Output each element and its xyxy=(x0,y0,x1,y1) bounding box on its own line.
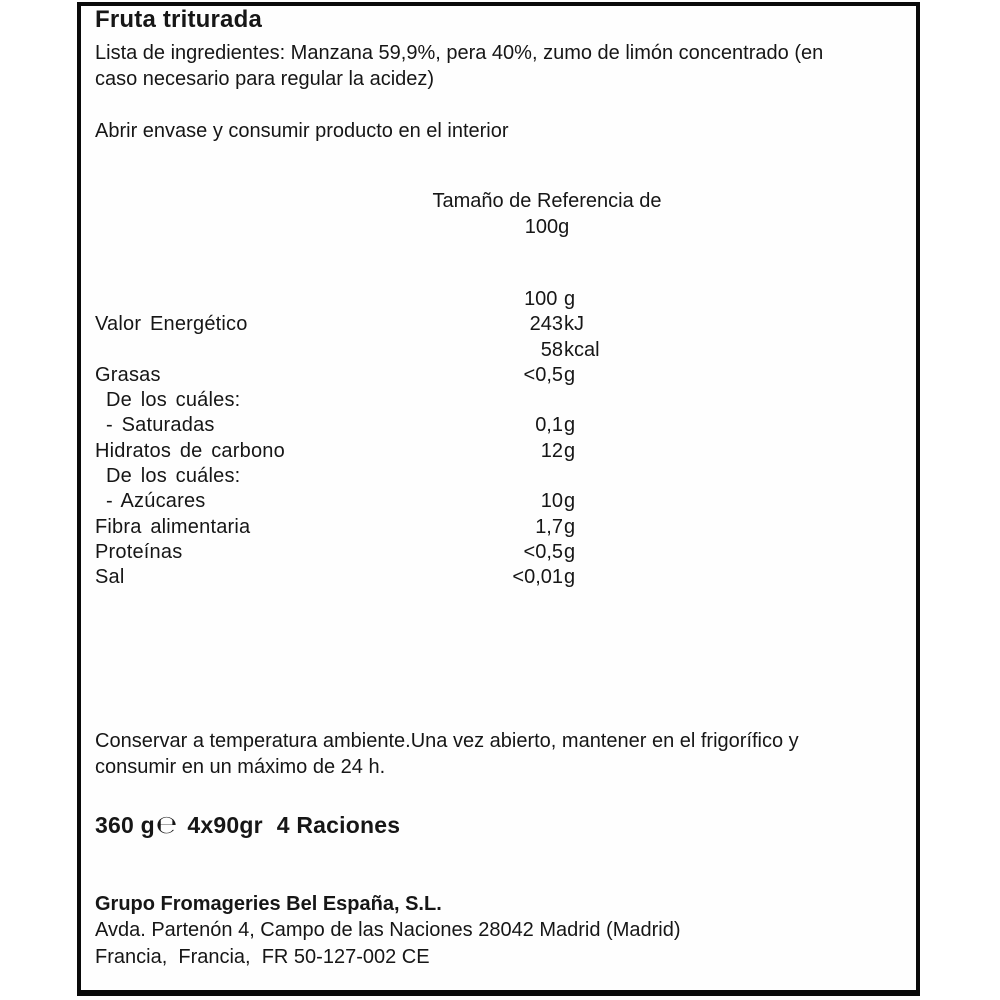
row-unit: g xyxy=(564,288,576,310)
net-weight-value: 360 g xyxy=(95,811,155,838)
row-value: 243 xyxy=(529,313,563,336)
company-name: Grupo Fromageries Bel España, S.L. xyxy=(95,892,442,915)
nutrition-row-protein xyxy=(95,541,900,566)
row-unit: g xyxy=(564,540,576,563)
nutrition-row-column-header xyxy=(95,288,900,313)
row-label: De los cuáles: xyxy=(106,389,241,412)
row-value: 58 xyxy=(540,338,563,361)
origin-and-ce-mark: Francia, Francia, FR 50-127-002 CE xyxy=(95,945,430,968)
nutrition-row-fibre xyxy=(95,516,900,541)
row-label: De los cuáles: xyxy=(106,465,241,488)
nutrition-row-energy-kcal xyxy=(95,339,900,364)
storage-line: Conservar a temperatura ambiente.Una vez abierto, mantener en el frigorífico y xyxy=(95,729,799,752)
reference-size-value: 100g xyxy=(524,216,570,238)
company-address: Avda. Partenón 4, Campo de las Naciones 28042 Madrid (Madrid) xyxy=(95,919,681,942)
storage-instruction xyxy=(95,728,900,781)
ingredients-list xyxy=(95,40,900,92)
row-label: Valor Energético xyxy=(95,313,248,336)
nutrition-row-energy-kj xyxy=(95,313,900,338)
nutrition-header xyxy=(267,188,827,240)
pack-format: 4x90gr xyxy=(187,811,263,838)
nutrition-row-fat xyxy=(95,364,900,389)
nutrition-table xyxy=(95,288,900,592)
row-value: 1,7 xyxy=(535,515,563,538)
row-unit: g xyxy=(564,363,576,386)
row-value: 10 xyxy=(540,490,563,513)
row-label: Sal xyxy=(95,566,125,589)
row-label: - Azúcares xyxy=(106,490,206,513)
row-unit: g xyxy=(564,515,576,538)
reference-size-label: Tamaño de Referencia de xyxy=(432,190,662,212)
estimated-sign-icon: ℮ xyxy=(155,809,178,839)
row-unit: g xyxy=(564,414,576,437)
storage-line: consumir en un máximo de 24 h. xyxy=(95,756,386,779)
row-unit: g xyxy=(564,439,576,462)
row-value: <0,5 xyxy=(523,363,563,386)
row-label: Proteínas xyxy=(95,540,183,563)
row-unit: kJ xyxy=(564,313,584,336)
row-label: Hidratos de carbono xyxy=(95,439,285,462)
row-unit: kcal xyxy=(564,338,600,361)
nutrition-row-of-which xyxy=(95,465,900,490)
row-unit: g xyxy=(564,566,576,589)
row-unit: g xyxy=(564,490,576,513)
row-label: Fibra alimentaria xyxy=(95,515,251,538)
net-weight xyxy=(95,811,900,839)
nutrition-row-salt xyxy=(95,566,900,591)
row-label: - Saturadas xyxy=(106,414,215,437)
nutrition-row-carbohydrate xyxy=(95,440,900,465)
nutrition-row-saturates xyxy=(95,414,900,439)
row-value: <0,01 xyxy=(512,566,563,589)
servings-count: 4 Raciones xyxy=(276,811,401,838)
row-value: 12 xyxy=(540,439,563,462)
row-value: 0,1 xyxy=(535,414,563,437)
nutrition-row-of-which xyxy=(95,389,900,414)
row-value: <0,5 xyxy=(523,540,563,563)
ingredients-line: caso necesario para regular la acidez) xyxy=(95,68,435,90)
product-label xyxy=(77,2,920,996)
opening-instruction-text: Abrir envase y consumir producto en el interior xyxy=(95,120,509,142)
ingredients-line: Lista de ingredientes: Manzana 59,9%, pera 40%, zumo de limón concentrado (en xyxy=(95,42,824,64)
manufacturer-block xyxy=(95,891,900,971)
opening-instruction xyxy=(95,118,900,144)
row-label: Grasas xyxy=(95,363,161,386)
row-value: 100 xyxy=(524,288,563,310)
nutrition-row-sugars xyxy=(95,490,900,515)
product-title: Fruta triturada xyxy=(95,6,263,33)
